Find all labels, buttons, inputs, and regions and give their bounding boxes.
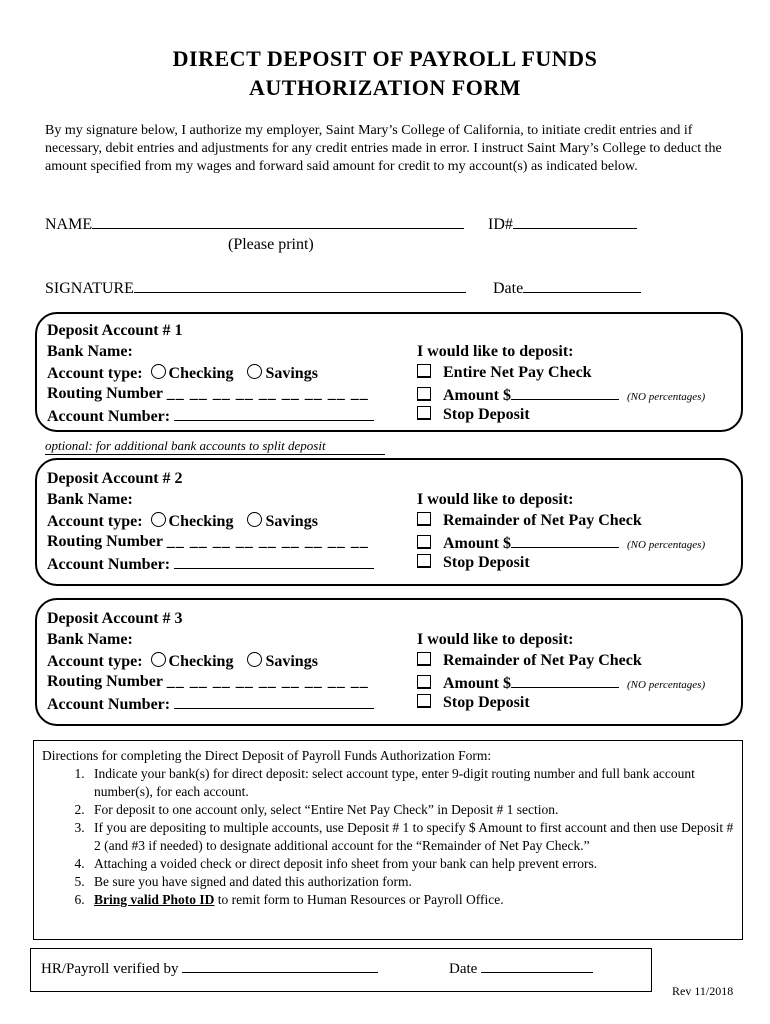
account-number-field[interactable] [174, 554, 374, 569]
hr-date-row [449, 958, 593, 978]
authorization-paragraph: By my signature below, I authorize my employer, Saint Mary’s College of California, to initiate credit entries and if necessary, debit entries and adjustments for any credit entries made in error. I instruct Saint Mary’s College to deduct the amount specified from my wages and forward said amount for credit to my account(s) as indicated below. [45, 123, 722, 174]
amount-row [417, 533, 705, 553]
stop-row [417, 694, 530, 712]
deposit-heading: I would like to deposit: [417, 343, 574, 360]
amount-checkbox[interactable] [417, 675, 431, 689]
routing-label: Routing Number [47, 533, 163, 550]
stop-row [417, 554, 530, 572]
deposit-heading: I would like to deposit: [417, 491, 574, 508]
remainder-checkbox[interactable] [417, 652, 431, 666]
account-number-row [47, 554, 374, 574]
amount-label: Amount $ [443, 675, 512, 692]
stop-checkbox[interactable] [417, 406, 431, 420]
stop-checkbox[interactable] [417, 554, 431, 568]
direction-item-rest: to remit form to Human Resources or Payroll Office. [214, 892, 504, 907]
title-line-1: DIRECT DEPOSIT OF PAYROLL FUNDS [172, 46, 598, 71]
account-number-label: Account Number: [47, 696, 171, 713]
account-type-label: Account type: [47, 653, 143, 670]
direction-item [88, 891, 734, 909]
date-field[interactable] [523, 278, 641, 293]
account-heading: Deposit Account # 2 [47, 470, 183, 487]
checking-label: Checking [168, 513, 234, 530]
account-number-field[interactable] [174, 406, 374, 421]
amount-field[interactable] [511, 673, 619, 688]
amount-field[interactable] [511, 533, 619, 548]
account-type-row [47, 512, 318, 531]
hr-verified-row [41, 958, 378, 978]
savings-radio[interactable] [247, 512, 262, 527]
name-row [45, 214, 464, 234]
no-percentages-note: (NO percentages) [627, 391, 706, 403]
deposit-heading: I would like to deposit: [417, 631, 574, 648]
account-heading: Deposit Account # 1 [47, 322, 183, 339]
signature-row [45, 278, 466, 298]
account-type-row [47, 364, 318, 383]
bank-name-label: Bank Name: [47, 631, 133, 648]
checking-radio[interactable] [151, 364, 166, 379]
direction-item: 4. Attaching a voided check or direct deposit info sheet from your bank can help prevent errors. [88, 855, 734, 873]
print-hint: (Please print) [228, 236, 314, 253]
direction-item: 5. Be sure you have signed and dated this authorization form. [88, 873, 734, 891]
savings-label: Savings [265, 513, 318, 530]
option-full-row [417, 364, 592, 382]
name-field[interactable] [92, 214, 464, 229]
amount-label: Amount $ [443, 535, 512, 552]
date-row [493, 278, 641, 298]
stop-checkbox[interactable] [417, 694, 431, 708]
savings-label: Savings [265, 365, 318, 382]
option-label: Remainder of Net Pay Check [443, 652, 642, 669]
hr-date-label: Date [449, 961, 478, 977]
no-percentages-note: (NO percentages) [627, 539, 706, 551]
direction-item: 1. Indicate your bank(s) for direct deposit: select account type, enter 9-digit routing number and full bank account number(s), for each account. [88, 765, 734, 801]
savings-radio[interactable] [247, 652, 262, 667]
routing-field[interactable]: __ __ __ __ __ __ __ __ __ [166, 673, 369, 690]
deposit-account-2 [35, 458, 743, 586]
no-percentages-note: (NO percentages) [627, 679, 706, 691]
optional-note: optional: for additional bank accounts to split deposit [45, 438, 385, 455]
amount-row [417, 385, 705, 405]
photo-id-emphasis: Bring valid Photo ID [94, 892, 215, 907]
stop-label: Stop Deposit [443, 406, 530, 423]
amount-field[interactable] [511, 385, 619, 400]
option-remainder-row [417, 652, 642, 670]
account-heading: Deposit Account # 3 [47, 610, 183, 627]
checking-label: Checking [168, 653, 234, 670]
hr-verified-field[interactable] [182, 958, 378, 973]
amount-checkbox[interactable] [417, 387, 431, 401]
checking-label: Checking [168, 365, 234, 382]
direction-item: 2. For deposit to one account only, select “Entire Net Pay Check” in Deposit # 1 section. [88, 801, 734, 819]
account-number-row [47, 694, 374, 714]
routing-row [47, 385, 369, 403]
savings-label: Savings [265, 653, 318, 670]
hr-verification-box [30, 948, 652, 992]
stop-label: Stop Deposit [443, 694, 530, 711]
option-remainder-row [417, 512, 642, 530]
amount-checkbox[interactable] [417, 535, 431, 549]
amount-row [417, 673, 705, 693]
savings-radio[interactable] [247, 364, 262, 379]
account-number-label: Account Number: [47, 556, 171, 573]
account-type-label: Account type: [47, 365, 143, 382]
option-label: Entire Net Pay Check [443, 364, 592, 381]
hr-verified-label: HR/Payroll verified by [41, 961, 179, 977]
account-type-row [47, 652, 318, 671]
full-pay-checkbox[interactable] [417, 364, 431, 378]
routing-label: Routing Number [47, 385, 163, 402]
checking-radio[interactable] [151, 512, 166, 527]
routing-row [47, 533, 369, 551]
id-label: ID# [488, 216, 513, 233]
id-field[interactable] [513, 214, 637, 229]
account-number-row [47, 406, 374, 426]
routing-label: Routing Number [47, 673, 163, 690]
directions-heading: Directions for completing the Direct Deposit of Payroll Funds Authorization Form: [42, 748, 492, 763]
routing-field[interactable]: __ __ __ __ __ __ __ __ __ [166, 533, 369, 550]
checking-radio[interactable] [151, 652, 166, 667]
name-label: NAME [45, 216, 93, 233]
stop-row [417, 406, 530, 424]
directions-box [33, 740, 743, 940]
stop-label: Stop Deposit [443, 554, 530, 571]
option-label: Remainder of Net Pay Check [443, 512, 642, 529]
direction-item: 3. If you are depositing to multiple accounts, use Deposit # 1 to specify $ Amount to first account and then use Deposit # 2 (and #3 if needed) to designate additional account for the “Remainder of Net Pay Check.” [88, 819, 734, 855]
directions-list [42, 765, 734, 909]
hr-date-field[interactable] [481, 958, 593, 973]
id-row [488, 214, 637, 234]
account-number-field[interactable] [174, 694, 374, 709]
account-number-label: Account Number: [47, 408, 171, 425]
bank-name-label: Bank Name: [47, 343, 133, 360]
signature-label: SIGNATURE [45, 280, 134, 297]
routing-field[interactable]: __ __ __ __ __ __ __ __ __ [166, 385, 369, 402]
deposit-account-3 [35, 598, 743, 726]
bank-name-label: Bank Name: [47, 491, 133, 508]
routing-row [47, 673, 369, 691]
account-type-label: Account type: [47, 513, 143, 530]
signature-field[interactable] [134, 278, 466, 293]
amount-label: Amount $ [443, 387, 512, 404]
form-title [0, 44, 770, 102]
deposit-account-1 [35, 312, 743, 432]
revision-label: Rev 11/2018 [672, 984, 734, 998]
remainder-checkbox[interactable] [417, 512, 431, 526]
title-line-2: AUTHORIZATION FORM [249, 75, 521, 100]
date-label: Date [493, 280, 524, 297]
